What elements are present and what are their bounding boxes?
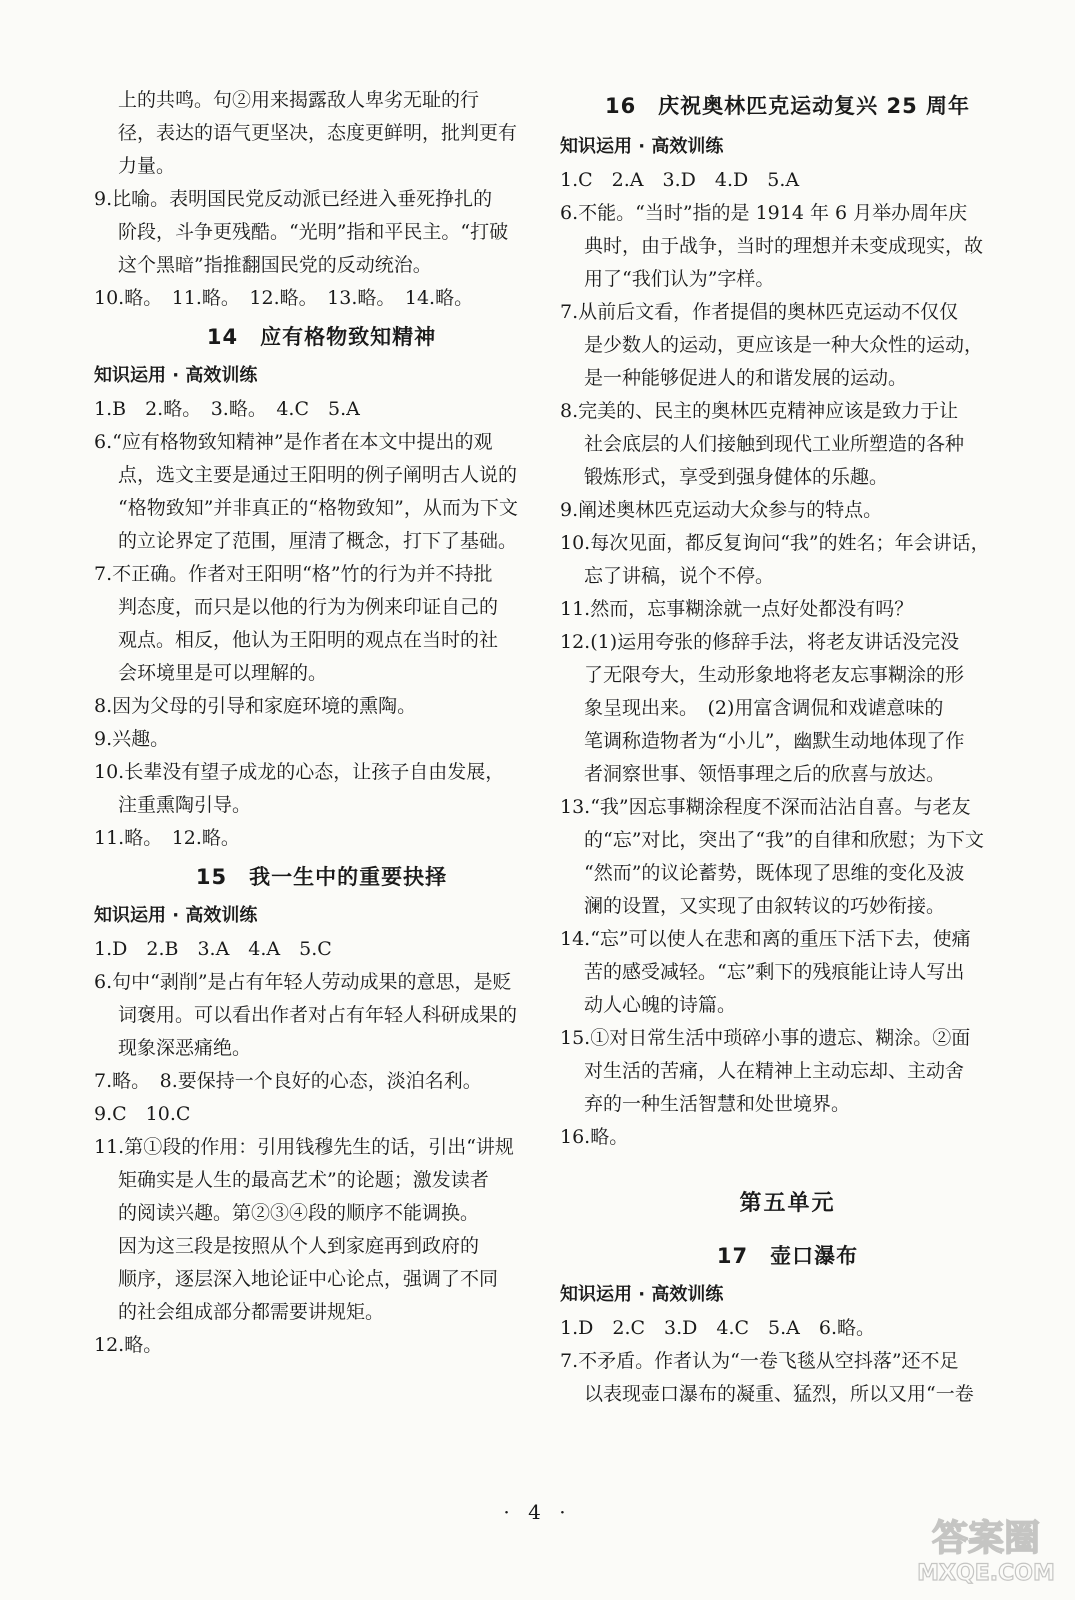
section-14-title: 14 应有格物致知精神	[206, 325, 437, 349]
answer-line: “格物致知”并非真正的“格物致知”，从而为下文	[118, 497, 518, 519]
watermark-logo-text: 答案圈	[931, 1518, 1041, 1559]
answer-line: 12.(1)运用夸张的修辞手法，将老友讲话没完没	[560, 631, 960, 653]
answer-line: 9.阐述奥林匹克运动大众参与的特点。	[560, 499, 883, 521]
answer-line: 弃的一种生活智慧和处世境界。	[584, 1093, 851, 1115]
section-15-title: 15 我一生中的重要抉择	[195, 865, 448, 889]
answer-line: 14.“忘”可以使人在悲和离的重压下活下去，使痛	[560, 928, 971, 950]
section-15-answers	[94, 933, 549, 1362]
answer-line: 这个黑暗”指推翻国民党的反动统治。	[118, 254, 432, 276]
answer-line: 8.完美的、民主的奥林匹克精神应该是致力于让	[560, 400, 959, 422]
answer-line: 11.然而，忘事糊涂就一点好处都没有吗？	[560, 598, 914, 620]
answer-line: 12.略。	[94, 1334, 163, 1356]
answer-line: 注重熏陶引导。	[118, 794, 252, 816]
answer-line: 是一种能够促进人的和谐发展的运动。	[584, 367, 908, 389]
answer-line: 词褒用。可以看出作者对占有年轻人科研成果的	[118, 1004, 518, 1026]
answer-line: 现象深恶痛绝。	[118, 1037, 252, 1059]
answer-line: 会环境里是可以理解的。	[118, 662, 328, 684]
answer-line: 径，表达的语气更坚决，态度更鲜明，批判更有	[118, 122, 518, 144]
answer-line: 6.“应有格物致知精神”是作者在本文中提出的观	[94, 431, 493, 453]
answer-line: 6.句中“剥削”是占有年轻人劳动成果的意思，是贬	[94, 971, 512, 993]
answer-line: 10.每次见面，都反复询问“我”的姓名；年会讲话，	[560, 532, 990, 554]
answer-line: 的社会组成部分都需要讲规矩。	[118, 1301, 385, 1323]
answer-line: 上的共鸣。句②用来揭露敌人卑劣无耻的行	[118, 89, 480, 111]
answer-line: 以表现壶口瀑布的凝重、猛烈，所以又用“一卷	[584, 1383, 974, 1405]
answer-line: 13.“我”因忘事糊涂程度不深而沾沾自喜。与老友	[560, 796, 971, 818]
unit-five-title: 第五单元	[739, 1191, 836, 1216]
answer-line: 1.D 2.C 3.D 4.C 5.A 6.略。	[560, 1317, 876, 1339]
answer-line: 7.从前后文看，作者提倡的奥林匹克运动不仅仅	[560, 301, 959, 323]
answer-line: 观点。相反，他认为王阳明的观点在当时的社	[118, 629, 499, 651]
section-14-answers	[94, 393, 549, 855]
answer-line: 对生活的苦痛，人在精神上主动忘却、主动舍	[584, 1060, 965, 1082]
answer-line: 典时，由于战争，当时的理想并未变成现实，故	[584, 235, 984, 257]
right-column	[560, 84, 1015, 1411]
answer-line: 1.C 2.A 3.D 4.D 5.A	[560, 169, 800, 191]
answer-line: 用了“我们认为”字样。	[584, 268, 775, 290]
section-16-answers	[560, 164, 1015, 1154]
left-column	[94, 84, 549, 1362]
answer-line: 的立论界定了范围，厘清了概念，打下了基础。	[118, 530, 518, 552]
answer-line: 动人心魄的诗篇。	[584, 994, 737, 1016]
answer-line: 16.略。	[560, 1126, 629, 1148]
section-16-subhead: 知识运用 · 高效训练	[560, 136, 724, 157]
answer-line: 15.①对日常生活中琐碎小事的遗忘、糊涂。②面	[560, 1027, 971, 1049]
watermark-url: MXQE.COM	[917, 1561, 1055, 1586]
section-14-subhead: 知识运用 · 高效训练	[94, 365, 258, 386]
answer-line: 阶段，斗争更残酷。“光明”指和平民主。“打破	[118, 221, 509, 243]
answer-line: 8.因为父母的引导和家庭环境的熏陶。	[94, 695, 417, 717]
answer-line: 是少数人的运动，更应该是一种大众性的运动，	[584, 334, 984, 356]
answer-line: 11.第①段的作用：引用钱穆先生的话，引出“讲规	[94, 1136, 514, 1158]
answer-line: “然而”的议论蓄势，既体现了思维的变化及波	[584, 862, 965, 884]
answer-line: 1.D 2.B 3.A 4.A 5.C	[94, 938, 332, 960]
answer-line: 力量。	[118, 155, 176, 177]
answer-line: 9.比喻。表明国民党反动派已经进入垂死挣扎的	[94, 188, 493, 210]
answer-line: 的“忘”对比，突出了“我”的自律和欣慰；为下文	[584, 829, 984, 851]
section-16-title: 16 庆祝奥林匹克运动复兴 25 周年	[604, 94, 971, 118]
answer-line: 了无限夸大，生动形象地将老友忘事糊涂的形	[584, 664, 965, 686]
answer-line: 7.略。 8.要保持一个良好的心态，淡泊名利。	[94, 1070, 482, 1092]
watermark-logo	[911, 1508, 1061, 1588]
page-number: · 4 ·	[503, 1500, 572, 1524]
answer-line: 锻炼形式，享受到强身健体的乐趣。	[584, 466, 889, 488]
answer-line: 因为这三段是按照从个人到家庭再到政府的	[118, 1235, 480, 1257]
answer-line: 点，选文主要是通过王阳明的例子阐明古人说的	[118, 464, 518, 486]
answer-line: 者洞察世事、领悟事理之后的欣喜与放达。	[584, 763, 946, 785]
answer-line: 的阅读兴趣。第②③④段的顺序不能调换。	[118, 1202, 480, 1224]
answer-line: 7.不正确。作者对王阳明“格”竹的行为并不持批	[94, 563, 493, 585]
answer-line: 1.B 2.略。 3.略。 4.C 5.A	[94, 398, 360, 420]
answer-line: 顺序，逐层深入地论证中心论点，强调了不同	[118, 1268, 499, 1290]
answer-line: 10.长辈没有望子成龙的心态，让孩子自由发展，	[94, 761, 505, 783]
answer-line: 忘了讲稿，说个不停。	[584, 565, 775, 587]
answer-line: 社会底层的人们接触到现代工业所塑造的各种	[584, 433, 965, 455]
section-15-subhead: 知识运用 · 高效训练	[94, 905, 258, 926]
answer-line: 9.C 10.C	[94, 1103, 191, 1125]
section-13-continuation	[94, 84, 549, 315]
answer-line: 10.略。 11.略。 12.略。 13.略。 14.略。	[94, 287, 474, 309]
section-17-title: 17 壶口瀑布	[716, 1244, 859, 1268]
answer-line: 7.不矛盾。作者认为“一卷飞毯从空抖落”还不足	[560, 1350, 959, 1372]
answer-line: 笔调称造物者为“小儿”，幽默生动地体现了作	[584, 730, 965, 752]
answer-line: 苦的感受减轻。“忘”剩下的残痕能让诗人写出	[584, 961, 965, 983]
answer-line: 澜的设置，又实现了由叙转议的巧妙衔接。	[584, 895, 946, 917]
answer-line: 矩确实是人生的最高艺术”的论题；激发读者	[118, 1169, 489, 1191]
answer-line: 9.兴趣。	[94, 728, 170, 750]
section-17-answers	[560, 1312, 1015, 1411]
answer-line: 判态度，而只是以他的行为为例来印证自己的	[118, 596, 499, 618]
answer-line: 6.不能。“当时”指的是 1914 年 6 月举办周年庆	[560, 202, 968, 224]
answer-line: 11.略。 12.略。	[94, 827, 240, 849]
section-17-subhead: 知识运用 · 高效训练	[560, 1284, 724, 1305]
answer-line: 象呈现出来。 (2)用富含调侃和戏谑意味的	[584, 697, 944, 719]
